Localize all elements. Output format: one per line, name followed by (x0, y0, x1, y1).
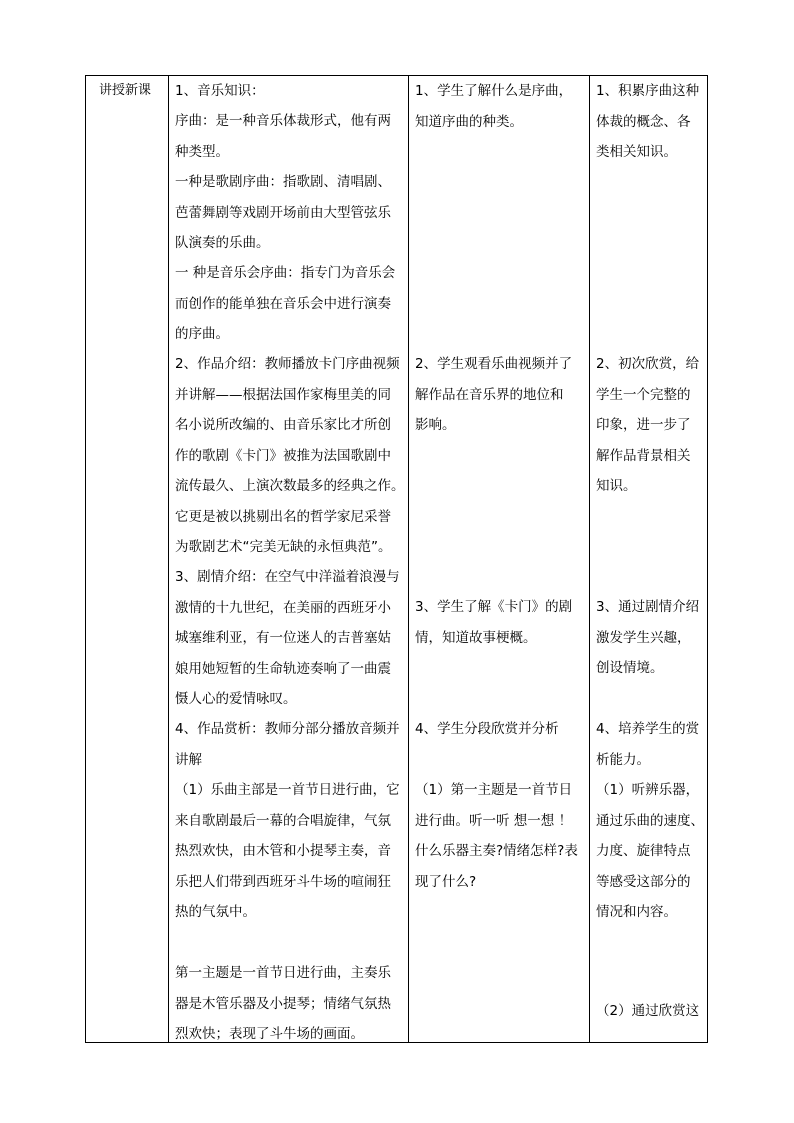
design-purpose-line: 4、培养学生的赏 (596, 721, 700, 737)
teaching-content-line: 激情的十九世纪，在美丽的西班牙小 (175, 599, 391, 616)
student-activity-line: 影响。 (415, 417, 456, 433)
teaching-content-line: 娘用她短暂的生命轨迹奏响了一曲震 (175, 660, 391, 677)
teaching-content-line: 4、作品赏析：教师分部分播放音频并 (175, 721, 400, 737)
design-purpose-line: 激发学生兴趣， (596, 629, 691, 646)
student-activity-cell (409, 76, 589, 1042)
student-activity-line: 进行曲。听一听 想一想 ！ (415, 812, 573, 829)
row-label-cell (86, 76, 168, 1042)
teaching-content-line: 器是木管乐器及小提琴；情绪气氛热 (175, 995, 391, 1012)
student-activity-line: （1）第一主题是一首节日 (415, 782, 573, 798)
student-activity-line: 知道序曲的种类。 (415, 113, 523, 130)
teaching-content-line: 来自歌剧最后一幕的合唱旋律，气氛 (175, 812, 391, 829)
design-purpose-line: 析能力。 (596, 751, 650, 768)
teaching-content-cell (169, 76, 408, 1042)
teaching-content-line: 热的气氛中。 (175, 904, 256, 920)
design-purpose-line: 情况和内容。 (596, 904, 677, 920)
student-activity-line: 现了什么? (415, 873, 477, 890)
teaching-content-line: 3、剧情介绍：在空气中洋溢着浪漫与 (175, 569, 400, 585)
teaching-content-line: 作的歌剧《卡门》被推为法国歌剧中 (175, 447, 391, 464)
design-purpose-line: （1）听辨乐器， (596, 782, 700, 798)
row-label: 讲授新课 (99, 83, 152, 98)
teaching-content-line: 一种是歌剧序曲：指歌剧、清唱剧、 (175, 174, 391, 190)
design-purpose-line: 类相关知识。 (596, 144, 677, 160)
teaching-content-line: 慑人心的爱情咏叹。 (175, 691, 297, 707)
teaching-content-line: 并讲解——根据法国作家梅里美的同 (175, 386, 391, 403)
student-activity-line: 什么乐器主奏?情绪怎样?表 (415, 843, 578, 859)
teaching-content-line: （1）乐曲主部是一首节日进行曲，它 (175, 782, 400, 798)
design-purpose-line: 体裁的概念、各 (596, 113, 691, 130)
teaching-content-line: 第一主题是一首节日进行曲，主奏乐 (175, 965, 391, 981)
teaching-content-line: 乐把人们带到西班牙斗牛场的喧闹狂 (175, 873, 391, 890)
student-activity-line: 2、学生观看乐曲视频并了 (415, 356, 573, 372)
design-purpose-line: （2）通过欣赏这 (596, 1003, 700, 1019)
teaching-content-line: 烈欢快；表现了斗牛场的画面。 (175, 1026, 364, 1042)
teaching-content-line: 流传最久、上演次数最多的经典之作。 (175, 478, 405, 494)
design-purpose-line: 1、积累序曲这种 (596, 83, 700, 99)
teaching-content-line: 一 种是音乐会序曲：指专门为音乐会 (175, 265, 396, 281)
teaching-content-line: 2、作品介绍：教师播放卡门序曲视频 (175, 356, 400, 372)
design-purpose-line: 2、初次欣赏，给 (596, 356, 700, 372)
teaching-content-line: 讲解 (175, 751, 202, 768)
design-purpose-line: 创设情境。 (596, 660, 664, 676)
design-purpose-line: 力度、旋律特点 (596, 843, 691, 859)
design-purpose-line: 知识。 (596, 478, 637, 494)
design-purpose-line: 解作品背景相关 (596, 447, 691, 464)
teaching-content-line: 1、音乐知识： (175, 83, 265, 99)
teaching-content-line: 序曲：是一种音乐体裁形式，他有两 (175, 113, 391, 129)
design-purpose-line: 通过乐曲的速度、 (596, 812, 704, 829)
student-activity-line: 4、学生分段欣赏并分析 (415, 721, 559, 737)
design-purpose-cell (590, 76, 707, 1042)
student-activity-line: 情，知道故事梗概。 (415, 629, 537, 646)
teaching-content-line: 热烈欢快，由木管和小提琴主奏，音 (175, 843, 391, 859)
teaching-content-line: 它更是被以挑剔出名的哲学家尼采誉 (175, 508, 391, 525)
teaching-content-line: 而创作的能单独在音乐会中进行演奏 (175, 295, 391, 312)
teaching-content-line: 的序曲。 (175, 326, 229, 342)
teaching-content-line: 队演奏的乐曲。 (175, 235, 270, 251)
teaching-content-line: 为歌剧艺术“完美无缺的永恒典范”。 (175, 539, 392, 555)
teaching-content-line: 芭蕾舞剧等戏剧开场前由大型管弦乐 (175, 204, 391, 221)
student-activity-line: 1、学生了解什么是序曲， (415, 83, 573, 99)
lesson-plan-table (85, 75, 708, 1043)
design-purpose-line: 等感受这部分的 (596, 873, 691, 890)
teaching-content-line: 种类型。 (175, 143, 229, 160)
design-purpose-line: 3、通过剧情介绍 (596, 599, 700, 615)
design-purpose-line: 学生一个完整的 (596, 386, 691, 403)
student-activity-line: 解作品在音乐界的地位和 (415, 386, 564, 403)
student-activity-line: 3、学生了解《卡门》的剧 (415, 599, 573, 615)
teaching-content-line: 名小说所改编的、由音乐家比才所创 (175, 417, 391, 433)
design-purpose-line: 印象，进一步了 (596, 417, 691, 433)
teaching-content-line: 城塞维利亚，有一位迷人的吉普塞姑 (175, 630, 391, 646)
